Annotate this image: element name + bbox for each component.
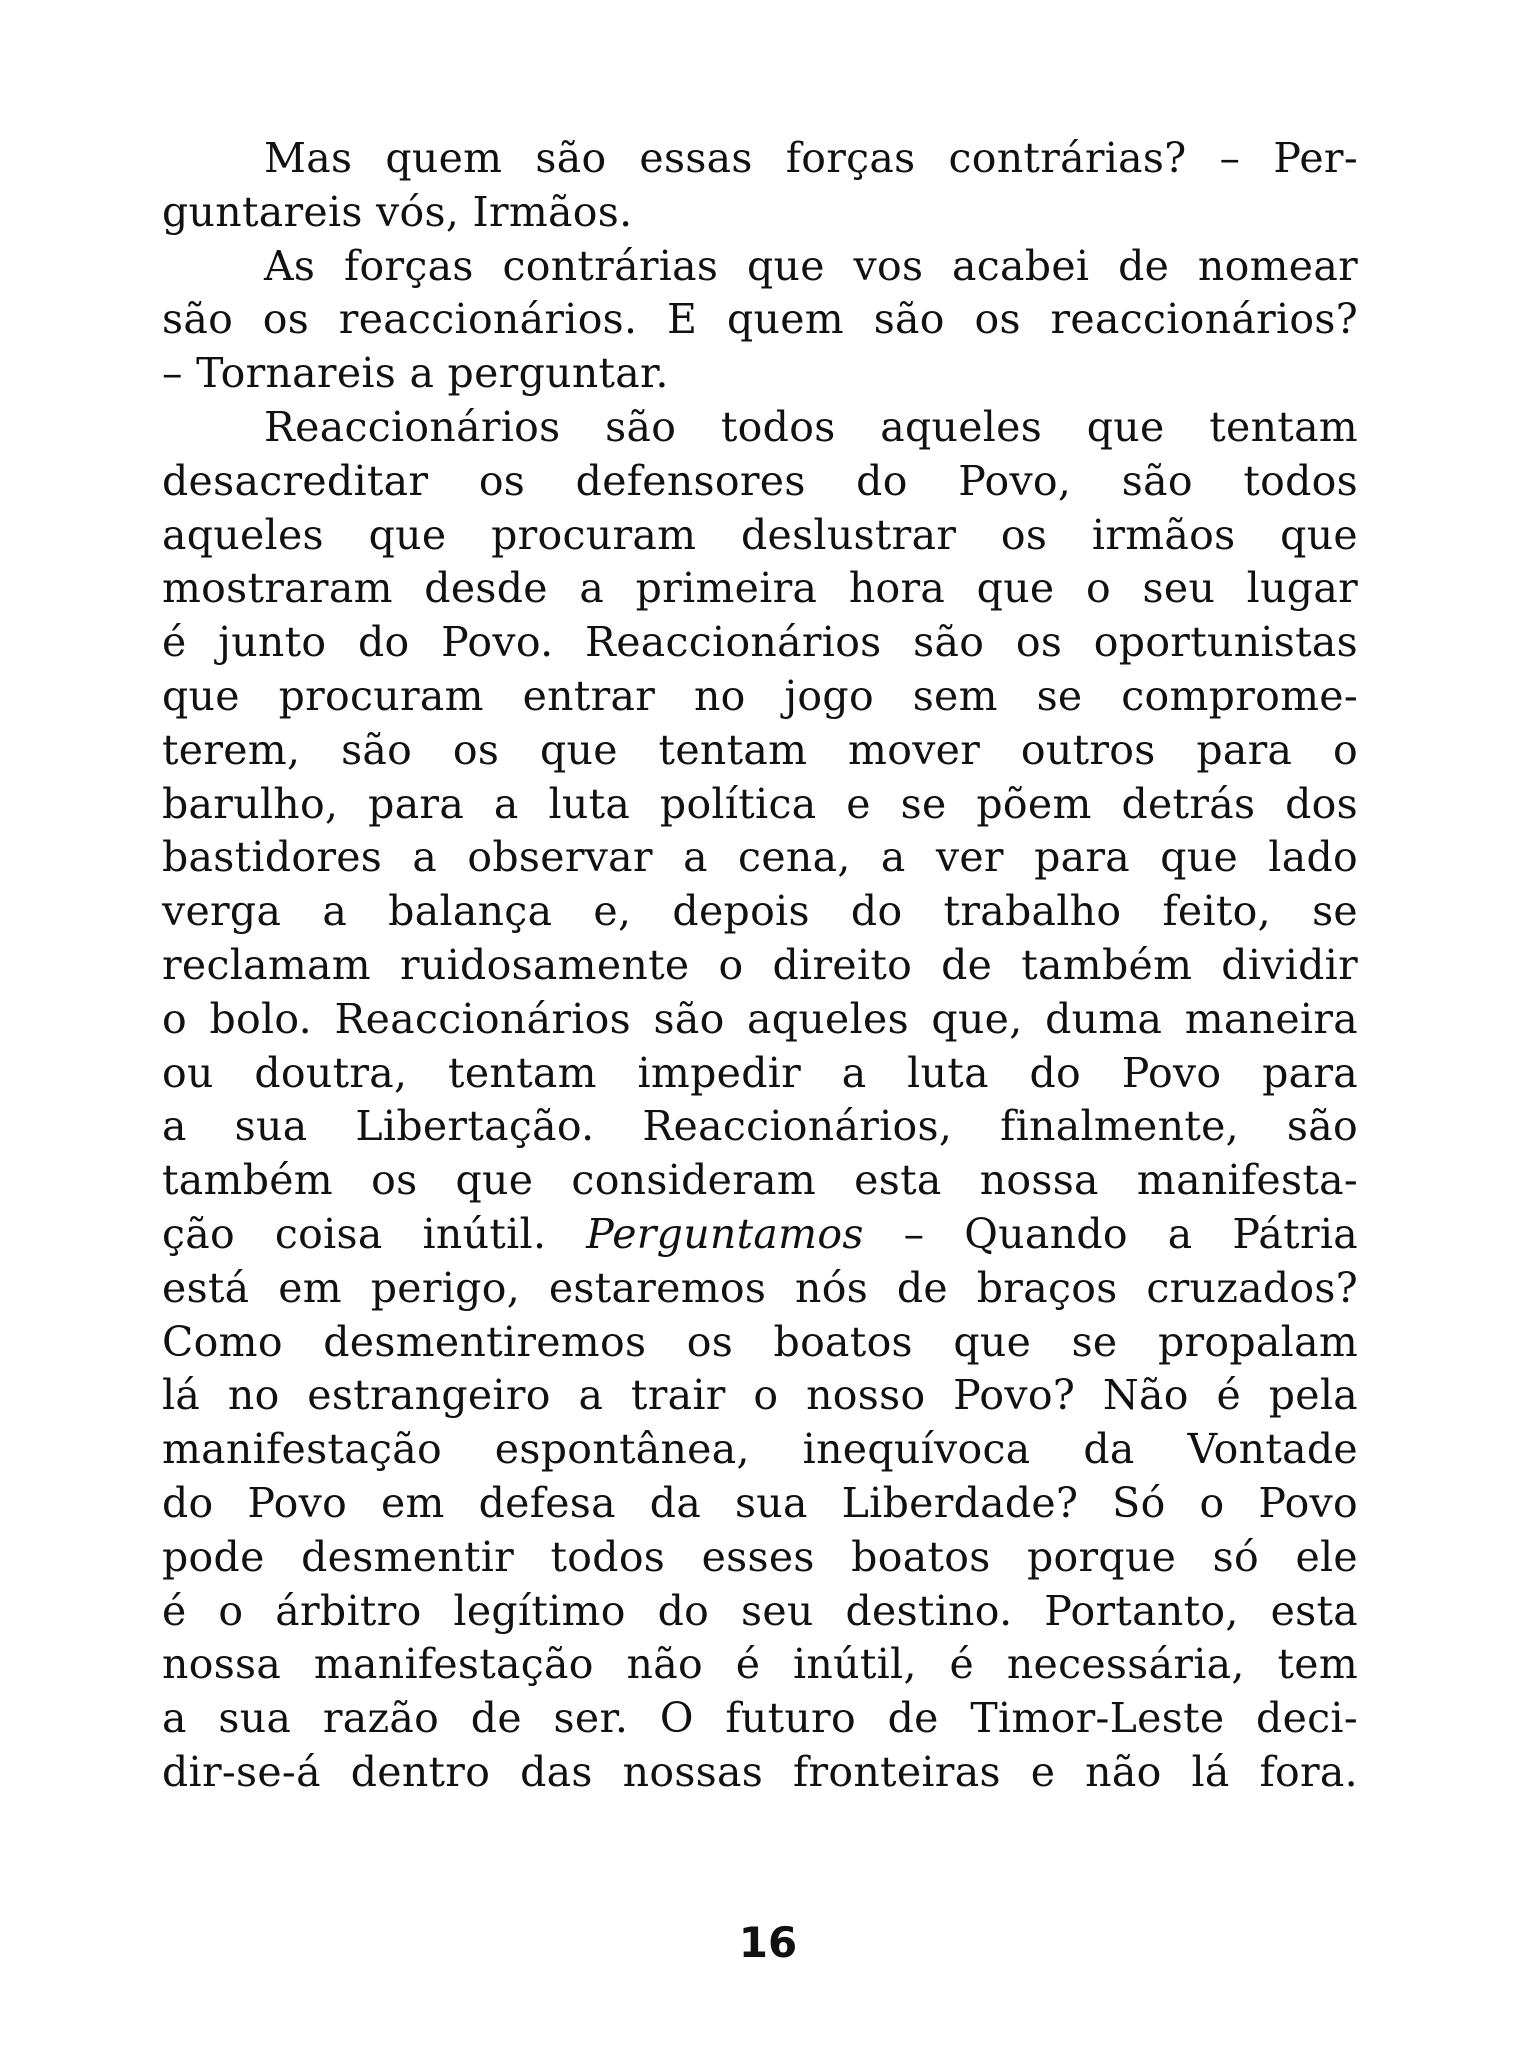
text-line: reclamam ruidosamente o direito de também dividir [162, 940, 1358, 989]
paragraph-1 [162, 132, 1358, 240]
text-line: aqueles que procuram deslustrar os irmãos que [162, 510, 1358, 559]
text-line: manifestação espontânea, inequívoca da Vontade [162, 1425, 1358, 1474]
text-line: também os que consideram esta nossa manifesta- [162, 1156, 1358, 1205]
text-line: do Povo em defesa da sua Liberdade? Só o Povo [162, 1478, 1358, 1527]
page-number: 16 [738, 1918, 798, 1967]
text-line: verga a balança e, depois do trabalho feito, se [162, 887, 1358, 936]
paragraph-2 [162, 240, 1358, 401]
text-line: é o árbitro legítimo do seu destino. Portanto, esta [162, 1586, 1358, 1635]
text-line: mostraram desde a primeira hora que o seu lugar [162, 564, 1358, 613]
text-line: nossa manifestação não é inútil, é necessária, tem [162, 1640, 1358, 1689]
text-line: pode desmentir todos esses boatos porque só ele [162, 1532, 1358, 1581]
text-line: bastidores a observar a cena, a ver para que lado [162, 833, 1358, 882]
text-line-with-italic [162, 1208, 1358, 1262]
text-line: o bolo. Reaccionários são aqueles que, duma maneira [162, 994, 1358, 1043]
text-segment: – Quando a Pátria [863, 1209, 1358, 1258]
text-line: Reaccionários são todos aqueles que tentam [264, 402, 1358, 451]
text-line: As forças contrárias que vos acabei de nomear [264, 241, 1358, 290]
text-segment: ção coisa inútil. [162, 1209, 587, 1258]
text-line: está em perigo, estaremos nós de braços cruzados? [162, 1263, 1358, 1312]
text-line: desacreditar os defensores do Povo, são todos [162, 456, 1358, 505]
text-line: a sua razão de ser. O futuro de Timor-Leste deci- [162, 1694, 1358, 1743]
text-line: ou doutra, tentam impedir a luta do Povo para [162, 1048, 1358, 1097]
text-line: dir-se-á dentro das nossas fronteiras e não lá fora. [162, 1747, 1358, 1796]
text-line: barulho, para a luta política e se põem detrás dos [162, 779, 1358, 828]
body-text [162, 132, 1358, 1800]
text-line: são os reaccionários. E quem são os reaccionários? [162, 295, 1358, 344]
text-line: guntareis vós, Irmãos. [162, 187, 633, 236]
text-line: a sua Libertação. Reaccionários, finalmente, são [162, 1102, 1358, 1151]
text-line: que procuram entrar no jogo sem se comprome- [162, 671, 1358, 720]
text-line: – Tornareis a perguntar. [162, 349, 669, 398]
text-line: terem, são os que tentam mover outros para o [162, 725, 1358, 774]
text-line: lá no estrangeiro a trair o nosso Povo? Não é pela [162, 1371, 1358, 1420]
text-line: é junto do Povo. Reaccionários são os oportunistas [162, 618, 1358, 667]
text-line: Mas quem são essas forças contrárias? – Per- [264, 134, 1358, 182]
italic-word: Perguntamos [586, 1209, 864, 1258]
paragraph-3 [162, 401, 1358, 1800]
text-line: Como desmentiremos os boatos que se propalam [162, 1317, 1358, 1366]
